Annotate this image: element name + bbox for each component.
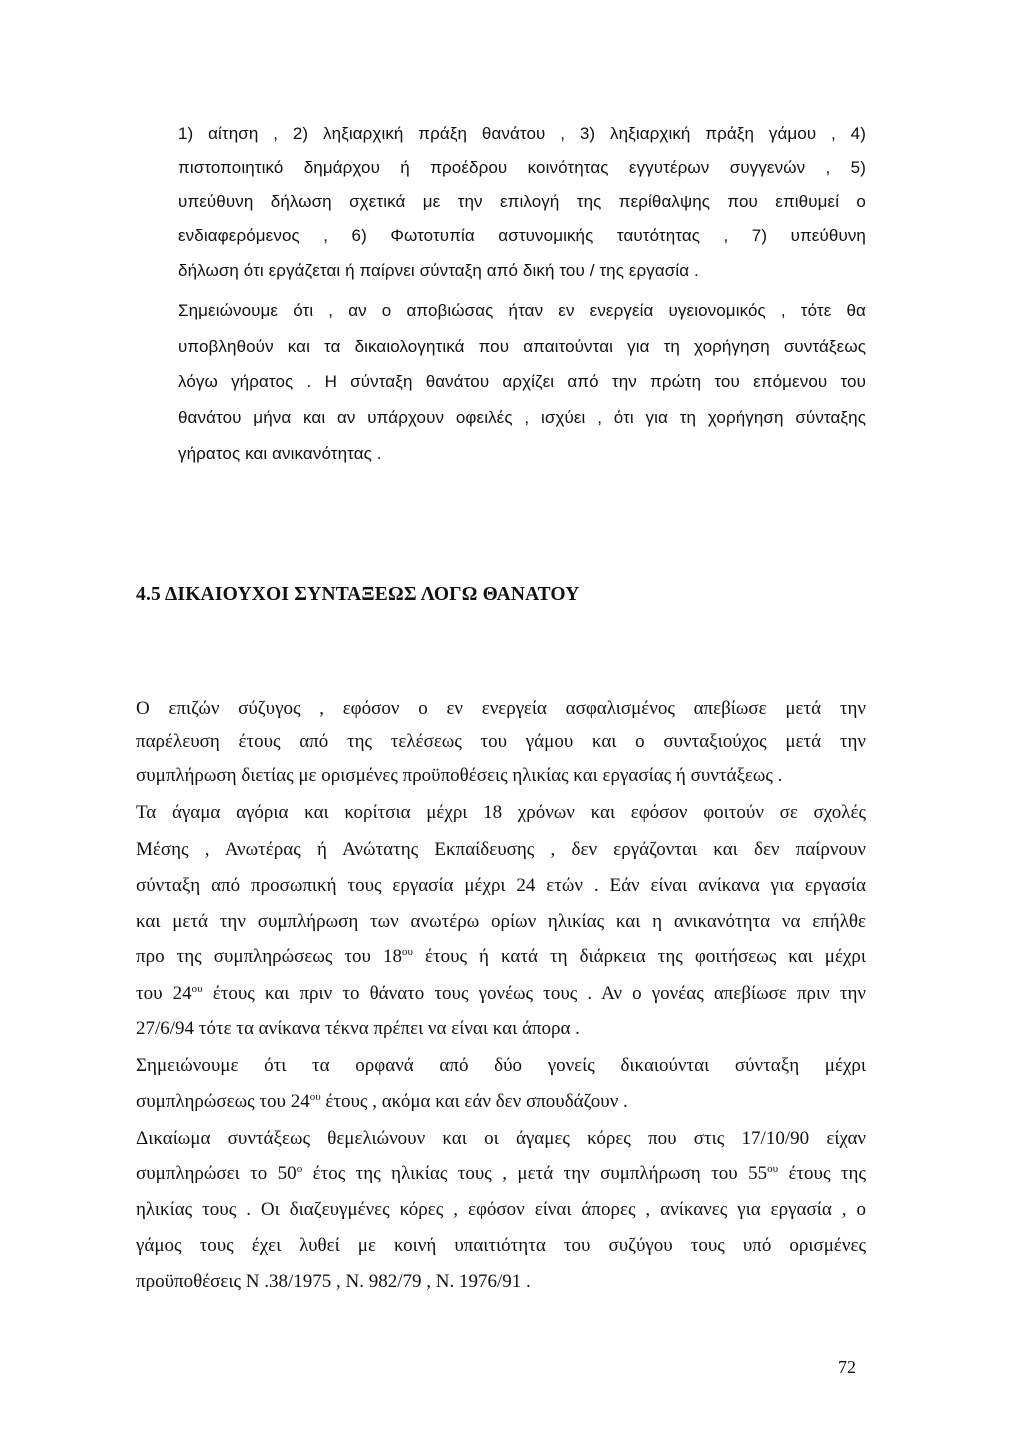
- paragraph-line: 1) αίτηση , 2) ληξιαρχική πράξη θανάτου , 3) ληξιαρχική πράξη γάμου , 4): [178, 124, 866, 143]
- paragraph-line: γάμος τους έχει λυθεί με κοινή υπαιτιότητα του συζύγου τους υπό ορισμένες: [136, 1235, 866, 1256]
- superscript-ordinal: ου: [309, 1091, 321, 1103]
- section-heading: 4.5 ΔΙΚΑΙΟΥΧΟΙ ΣΥΝΤΑΞΕΩΣ ΛΟΓΩ ΘΑΝΑΤΟΥ: [136, 584, 580, 605]
- paragraph-line: Σημειώνουμε ότι τα ορφανά από δύο γονείς δικαιούνται σύνταξη μέχρι: [136, 1055, 866, 1076]
- paragraph-line: υπεύθυνη δήλωση σχετικά με την επιλογή της περίθαλψης που επιθυμεί ο: [178, 192, 866, 211]
- paragraph-line: συμπλήρωση διετίας με ορισμένες προϋποθέσεις ηλικίας και εργασίας ή συντάξεως .: [136, 765, 783, 786]
- paragraph-line: Μέσης , Ανωτέρας ή Ανώτατης Εκπαίδευσης , δεν εργάζονται και δεν παίρνουν: [136, 839, 866, 860]
- page-number: 72: [838, 1357, 856, 1377]
- paragraph-line: συμπληρώσεως του $24^{o\upsilon}$ έτους , ακόμα και εάν δεν σπουδάζουν .: [136, 1091, 628, 1112]
- paragraph-line: συμπληρώσει το $50^o$ έτος της ηλικίας τους , μετά την συμπλήρωση του $55^{o\upsilon}$ έτους της: [136, 1163, 866, 1184]
- paragraph-line: του $24^{o\upsilon}$ έτους και πριν το θάνατο τους γονέως τους . Αν ο γονέας απεβίωσε πριν την: [136, 983, 867, 1004]
- paragraph-line: ηλικίας τους . Οι διαζευγμένες κόρες , εφόσον είναι άπορες , ανίκανες για εργασία , ο: [136, 1199, 866, 1220]
- paragraph-line: παρέλευση έτους από της τελέσεως του γάμου και ο συνταξιούχος μετά την: [136, 731, 866, 752]
- paragraph-line: Δικαίωμα συντάξεως θεμελιώνουν και οι άγαμες κόρες που στις 17/10/90 είχαν: [136, 1128, 866, 1149]
- superscript-ordinal: ο: [296, 1163, 303, 1175]
- paragraph-line: Τα άγαμα αγόρια και κορίτσια μέχρι 18 χρόνων και εφόσον φοιτούν σε σχολές: [136, 802, 866, 823]
- paragraph-line: προ της συμπληρώσεως του $18^{o\upsilon}$ έτους ή κατά τη διάρκεια της φοιτήσεως και μέχρι: [136, 946, 866, 967]
- paragraph-line: προϋποθέσεις Ν .38/1975 , Ν. 982/79 , Ν. 1976/91 .: [136, 1271, 531, 1292]
- superscript-ordinal: ου: [401, 946, 413, 958]
- paragraph-line: δήλωση ότι εργάζεται ή παίρνει σύνταξη από δική του / της εργασία .: [178, 261, 699, 280]
- paragraph-line: θανάτου μήνα και αν υπάρχουν οφειλές , ισχύει , ότι για τη χορήγηση σύνταξης: [178, 408, 866, 427]
- paragraph-line: ενδιαφερόμενος , 6) Φωτοτυπία αστυνομικής ταυτότητας , 7) υπεύθυνη: [178, 226, 866, 245]
- paragraph-line: γήρατος και ανικανότητας .: [178, 444, 382, 463]
- paragraph-line: 27/6/94 τότε τα ανίκανα τέκνα πρέπει να είναι και άπορα .: [136, 1018, 580, 1039]
- paragraph-line: πιστοποιητικό δημάρχου ή προέδρου κοινότητας εγγυτέρων συγγενών , 5): [178, 158, 866, 177]
- superscript-ordinal: ου: [767, 1163, 779, 1175]
- paragraph-line: Σημειώνουμε ότι , αν ο αποβιώσας ήταν εν ενεργεία υγειονομικός , τότε θα: [178, 301, 866, 320]
- paragraph-line: Ο επιζών σύζυγος , εφόσον ο εν ενεργεία ασφαλισμένος απεβίωσε μετά την: [136, 698, 866, 719]
- paragraph-line: σύνταξη από προσωπική τους εργασία μέχρι 24 ετών . Εάν είναι ανίκανα για εργασία: [136, 875, 866, 896]
- paragraph-line: λόγω γήρατος . Η σύνταξη θανάτου αρχίζει από την πρώτη του επόμενου του: [178, 372, 866, 391]
- paragraph-line: και μετά την συμπλήρωση των ανωτέρω ορίων ηλικίας και η ανικανότητα να επήλθε: [136, 911, 866, 932]
- paragraph-line: υποβληθούν και τα δικαιολογητικά που απαιτούνται για τη χορήγηση συντάξεως: [178, 337, 866, 356]
- superscript-ordinal: ου: [191, 983, 203, 995]
